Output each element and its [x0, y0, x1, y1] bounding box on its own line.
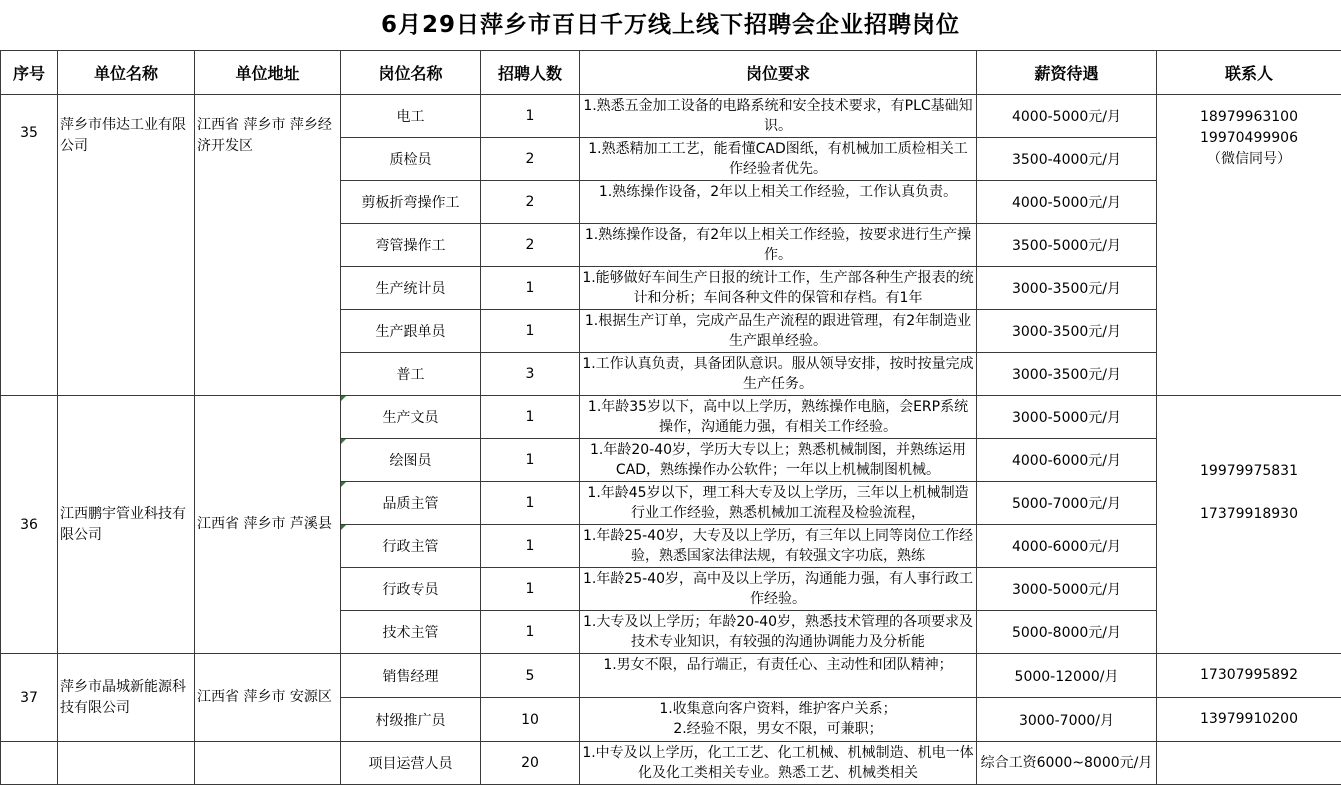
cell-salary[interactable]: 3000-7000/月: [977, 698, 1157, 742]
cell-company[interactable]: 江西鹏宇管业科技有限公司: [58, 396, 195, 654]
cell-position[interactable]: 生产统计员: [341, 267, 481, 310]
header-count[interactable]: 招聘人数: [481, 51, 580, 95]
header-address[interactable]: 单位地址: [195, 51, 341, 95]
requirement-text: 1.年龄45岁以下，理工科大专及以上学历，三年以上机械制造行业工作经验，熟悉机械加工流程及检验流程，: [582, 483, 974, 523]
requirement-text: 1.大专及以上学历；年龄20-40岁，熟悉技术管理的各项要求及技术专业知识，有较强的沟通协调能力及分析能: [582, 612, 974, 652]
cell-seq[interactable]: 36: [1, 396, 58, 654]
requirement-text: 1.中专及以上学历，化工工艺、化工机械、机械制造、机电一体化及化工类相关专业。熟悉工艺、机械类相关: [582, 743, 974, 783]
requirement-text: 1.年龄35岁以下，高中以上学历，熟练操作电脑，会ERP系统操作，沟通能力强，有相关工作经验。: [582, 397, 974, 437]
cell-requirement[interactable]: [580, 224, 977, 267]
requirement-text: 1.熟悉五金加工设备的电路系统和安全技术要求，有PLC基础知识。: [582, 96, 974, 136]
cell-salary[interactable]: 3000-3500元/月: [977, 310, 1157, 353]
cell-position[interactable]: 村级推广员: [341, 698, 481, 742]
cell-count[interactable]: 10: [481, 698, 580, 742]
cell-address[interactable]: [195, 742, 341, 785]
cell-position[interactable]: 电工: [341, 95, 481, 138]
cell-salary[interactable]: 3500-5000元/月: [977, 224, 1157, 267]
cell-count[interactable]: 2: [481, 224, 580, 267]
cell-contact[interactable]: [1157, 95, 1341, 396]
table-row: [1, 95, 1341, 138]
cell-contact[interactable]: 13979910200: [1157, 698, 1341, 742]
table-row: [1, 742, 1341, 785]
cell-address[interactable]: 江西省 萍乡市 安源区: [195, 654, 341, 742]
cell-company[interactable]: 萍乡市伟达工业有限公司: [58, 95, 195, 396]
cell-requirement[interactable]: [580, 353, 977, 396]
cell-count[interactable]: 2: [481, 181, 580, 224]
requirement-text: 1.收集意向客户资料，维护客户关系； 2.经验不限，男女不限，可兼职；: [582, 699, 974, 739]
cell-company[interactable]: 萍乡市晶城新能源科技有限公司: [58, 654, 195, 742]
cell-salary[interactable]: 3500-4000元/月: [977, 138, 1157, 181]
cell-requirement[interactable]: [580, 181, 977, 224]
cell-requirement[interactable]: [580, 742, 977, 785]
requirement-text: 1.熟练操作设备，2年以上相关工作经验，工作认真负责。: [582, 182, 974, 222]
cell-salary[interactable]: 4000-6000元/月: [977, 525, 1157, 568]
cell-salary[interactable]: 综合工资6000~8000元/月: [977, 742, 1157, 785]
cell-position[interactable]: 技术主管: [341, 611, 481, 654]
cell-salary[interactable]: 3000-5000元/月: [977, 568, 1157, 611]
cell-contact[interactable]: [1157, 742, 1341, 785]
cell-count[interactable]: 1: [481, 611, 580, 654]
header-seq[interactable]: 序号: [1, 51, 58, 95]
header-company[interactable]: 单位名称: [58, 51, 195, 95]
requirement-text: 1.能够做好车间生产日报的统计工作，生产部各种生产报表的统计和分析；车间各种文件的保管和存档。有1年: [582, 268, 974, 308]
cell-count[interactable]: 1: [481, 482, 580, 525]
cell-requirement[interactable]: [580, 267, 977, 310]
cell-salary[interactable]: 4000-6000元/月: [977, 439, 1157, 482]
cell-contact[interactable]: 17307995892: [1157, 654, 1341, 698]
cell-salary[interactable]: 5000-8000元/月: [977, 611, 1157, 654]
cell-count[interactable]: 1: [481, 525, 580, 568]
cell-count[interactable]: 20: [481, 742, 580, 785]
cell-position[interactable]: 弯管操作工: [341, 224, 481, 267]
cell-seq[interactable]: [1, 742, 58, 785]
cell-requirement[interactable]: [580, 611, 977, 654]
contact-spacer: [1159, 429, 1339, 450]
contact-spacer: [1159, 536, 1339, 620]
requirement-text: 1.根据生产订单，完成产品生产流程的跟进管理，有2年制造业生产跟单经验。: [582, 311, 974, 351]
header-contact[interactable]: 联系人: [1157, 51, 1341, 95]
cell-company[interactable]: [58, 742, 195, 785]
cell-salary[interactable]: 5000-7000元/月: [977, 482, 1157, 525]
cell-seq[interactable]: 37: [1, 654, 58, 742]
cell-salary[interactable]: 3000-3500元/月: [977, 353, 1157, 396]
table-row: [1, 396, 1341, 439]
cell-requirement[interactable]: [580, 439, 977, 482]
sheet-title: 6月29日萍乡市百日千万线上线下招聘会企业招聘岗位: [0, 0, 1341, 50]
cell-requirement[interactable]: [580, 482, 977, 525]
recruitment-table: [0, 50, 1341, 785]
cell-salary[interactable]: 5000-12000/月: [977, 654, 1157, 698]
contact-phone: 19970499906: [1159, 128, 1339, 149]
requirement-text: 1.熟悉精加工工艺，能看懂CAD图纸，有机械加工质检相关工作经验者优先。: [582, 139, 974, 179]
contact-phone: 17379918930: [1159, 493, 1339, 536]
cell-position[interactable]: 销售经理: [341, 654, 481, 698]
requirement-text: 1.工作认真负责，具备团队意识。服从领导安排，按时按量完成生产任务。: [582, 354, 974, 394]
contact-phone: 19979975831: [1159, 450, 1339, 493]
cell-count[interactable]: 1: [481, 396, 580, 439]
cell-position[interactable]: 行政主管: [341, 525, 481, 568]
contact-phone: 18979963100: [1159, 107, 1339, 128]
requirement-text: 1.年龄25-40岁，高中及以上学历，沟通能力强，有人事行政工作经验。: [582, 569, 974, 609]
cell-position[interactable]: 生产文员: [341, 396, 481, 439]
cell-seq[interactable]: 35: [1, 95, 58, 396]
cell-salary[interactable]: 4000-5000元/月: [977, 95, 1157, 138]
cell-count[interactable]: 1: [481, 95, 580, 138]
cell-count[interactable]: 2: [481, 138, 580, 181]
cell-requirement[interactable]: [580, 698, 977, 742]
header-requirement[interactable]: 岗位要求: [580, 51, 977, 95]
requirement-text: 1.男女不限，品行端正，有责任心、主动性和团队精神；: [582, 655, 974, 695]
requirement-text: 1.熟练操作设备，有2年以上相关工作经验，按要求进行生产操作。: [582, 225, 974, 265]
cell-requirement[interactable]: [580, 95, 977, 138]
cell-requirement[interactable]: [580, 310, 977, 353]
cell-count[interactable]: 1: [481, 568, 580, 611]
cell-position[interactable]: 绘图员: [341, 439, 481, 482]
cell-count[interactable]: 1: [481, 439, 580, 482]
cell-position[interactable]: 项目运营人员: [341, 742, 481, 785]
contact-note: （微信同号）: [1159, 149, 1339, 170]
cell-count[interactable]: 5: [481, 654, 580, 698]
cell-salary[interactable]: 3000-3500元/月: [977, 267, 1157, 310]
header-position[interactable]: 岗位名称: [341, 51, 481, 95]
cell-position[interactable]: 生产跟单员: [341, 310, 481, 353]
cell-position[interactable]: 质检员: [341, 138, 481, 181]
cell-count[interactable]: 3: [481, 353, 580, 396]
cell-position[interactable]: 行政专员: [341, 568, 481, 611]
cell-requirement[interactable]: [580, 568, 977, 611]
cell-contact[interactable]: [1157, 396, 1341, 654]
table-row: [1, 654, 1341, 698]
requirement-text: 1.年龄25-40岁，大专及以上学历，有三年以上同等岗位工作经验，熟悉国家法律法规，有较强文字功底，熟练: [582, 526, 974, 566]
cell-salary[interactable]: 3000-5000元/月: [977, 396, 1157, 439]
cell-requirement[interactable]: [580, 525, 977, 568]
cell-count[interactable]: 1: [481, 310, 580, 353]
cell-position[interactable]: 剪板折弯操作工: [341, 181, 481, 224]
cell-requirement[interactable]: [580, 654, 977, 698]
cell-count[interactable]: 1: [481, 267, 580, 310]
cell-requirement[interactable]: [580, 138, 977, 181]
header-salary[interactable]: 薪资待遇: [977, 51, 1157, 95]
cell-position[interactable]: 品质主管: [341, 482, 481, 525]
requirement-text: 1.年龄20-40岁，学历大专以上；熟悉机械制图，并熟练运用CAD，熟练操作办公软件；一年以上机械制图机械。: [582, 440, 974, 480]
cell-requirement[interactable]: [580, 396, 977, 439]
cell-address[interactable]: 江西省 萍乡市 萍乡经济开发区: [195, 95, 341, 396]
header-row: [1, 51, 1341, 95]
cell-address[interactable]: 江西省 萍乡市 芦溪县: [195, 396, 341, 654]
cell-position[interactable]: 普工: [341, 353, 481, 396]
cell-salary[interactable]: 4000-5000元/月: [977, 181, 1157, 224]
